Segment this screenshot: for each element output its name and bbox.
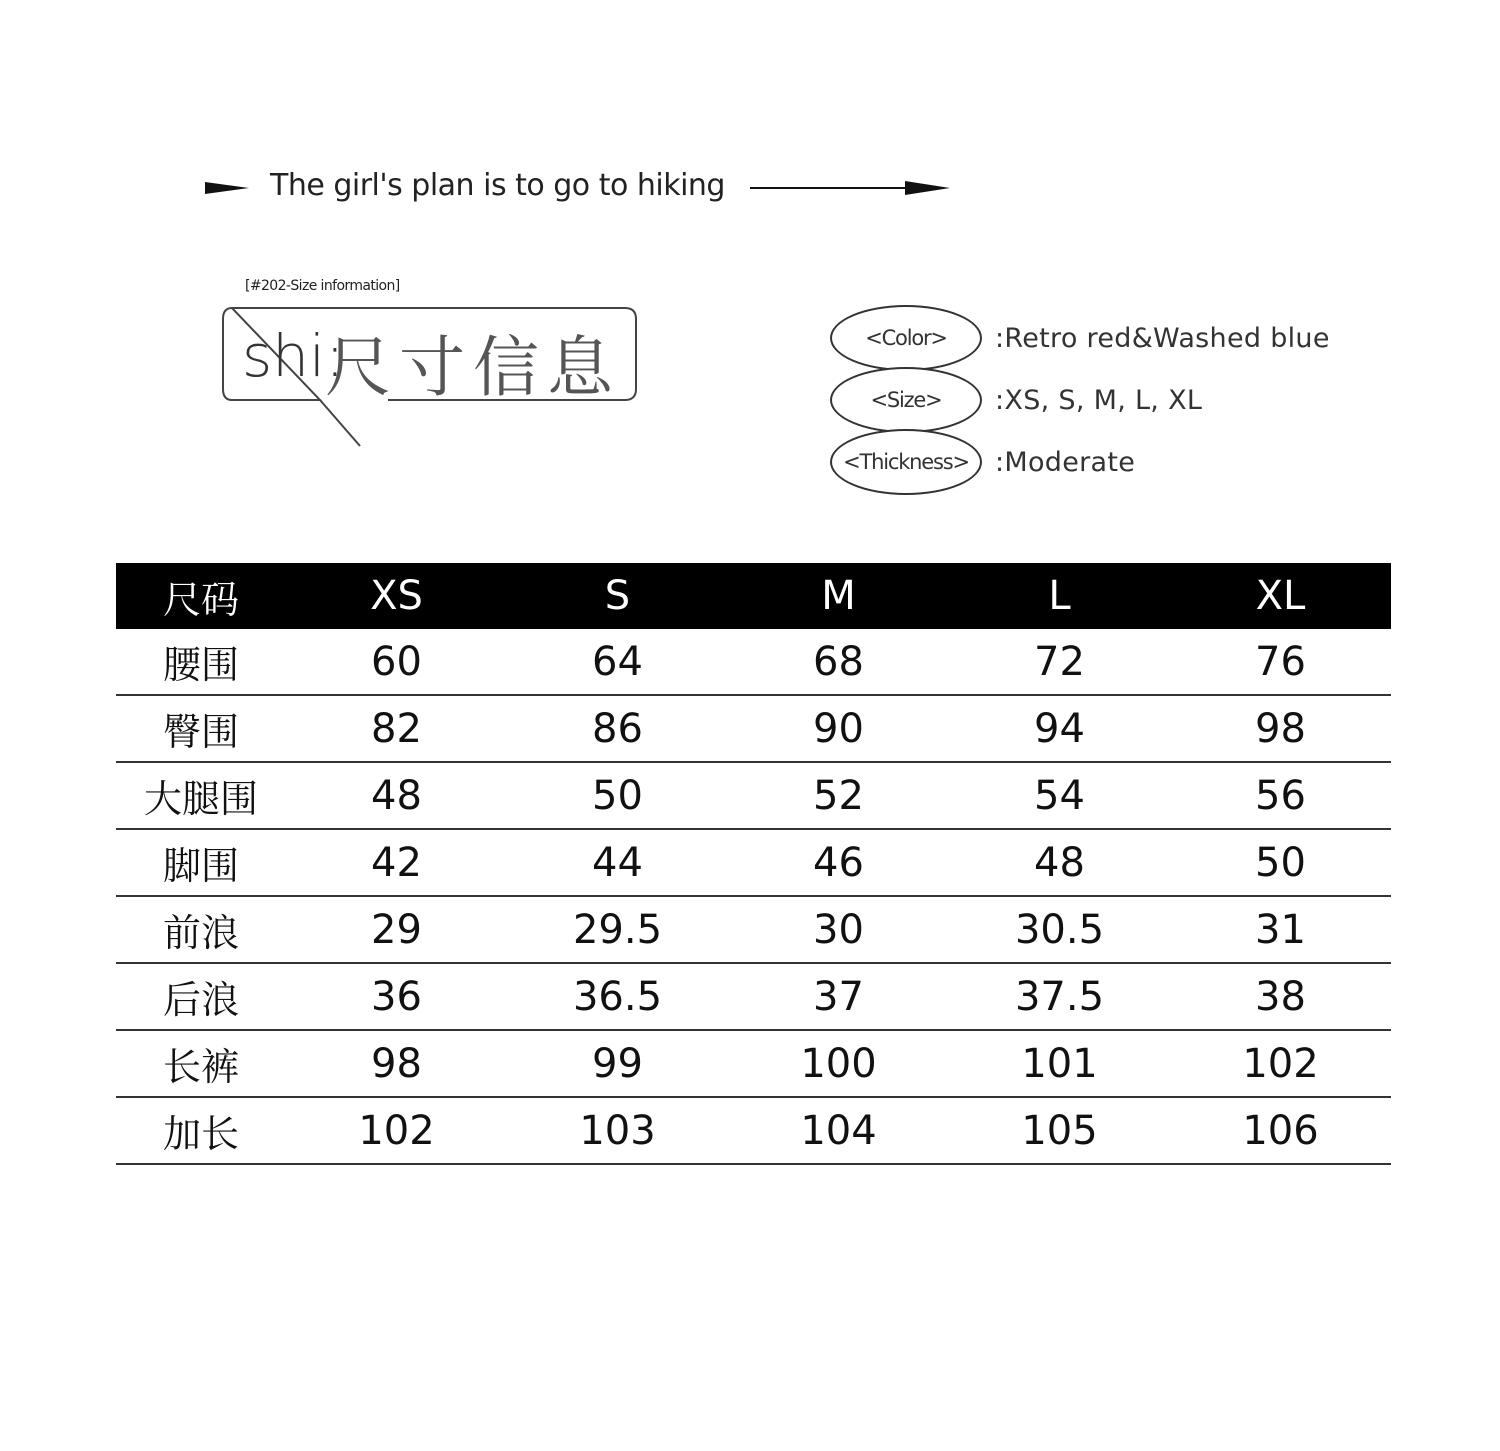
product-specs — [825, 305, 1385, 505]
spec-value: :Retro red&Washed blue — [995, 323, 1330, 354]
table-cell: 29 — [286, 896, 507, 963]
table-cell: 38 — [1170, 963, 1391, 1030]
table-row — [116, 1097, 1391, 1164]
header-cell: XS — [286, 563, 507, 629]
table-cell: 102 — [1170, 1030, 1391, 1097]
table-row — [116, 695, 1391, 762]
table-cell: 30.5 — [949, 896, 1170, 963]
spec-value: :Moderate — [995, 447, 1136, 478]
brand-text: shi: — [242, 322, 345, 390]
header-cell: S — [507, 563, 728, 629]
size-info-bubble — [220, 278, 650, 458]
table-row — [116, 629, 1391, 695]
spec-label-oval: <Thickness> — [830, 429, 982, 495]
row-label: 脚围 — [116, 829, 286, 896]
spec-value: :XS, S, M, L, XL — [995, 385, 1203, 416]
arrow-right-icon — [205, 178, 249, 198]
header-cell: L — [949, 563, 1170, 629]
long-arrow-right-icon — [750, 176, 950, 200]
table-cell: 105 — [949, 1097, 1170, 1164]
table-cell: 76 — [1170, 629, 1391, 695]
table-cell: 54 — [949, 762, 1170, 829]
table-cell: 37.5 — [949, 963, 1170, 1030]
table-cell: 104 — [728, 1097, 949, 1164]
table-cell: 98 — [1170, 695, 1391, 762]
header-cell: 尺码 — [116, 563, 286, 629]
table-cell: 56 — [1170, 762, 1391, 829]
table-cell: 31 — [1170, 896, 1391, 963]
table-cell: 103 — [507, 1097, 728, 1164]
table-row — [116, 896, 1391, 963]
table-row — [116, 963, 1391, 1030]
header-cell: XL — [1170, 563, 1391, 629]
table-cell: 90 — [728, 695, 949, 762]
table-cell: 106 — [1170, 1097, 1391, 1164]
spec-size — [825, 367, 1385, 433]
table-cell: 94 — [949, 695, 1170, 762]
row-label: 前浪 — [116, 896, 286, 963]
table-cell: 29.5 — [507, 896, 728, 963]
table-cell: 48 — [949, 829, 1170, 896]
row-label: 长裤 — [116, 1030, 286, 1097]
row-label: 腰围 — [116, 629, 286, 695]
row-label: 后浪 — [116, 963, 286, 1030]
table-cell: 82 — [286, 695, 507, 762]
table-cell: 102 — [286, 1097, 507, 1164]
spec-label-oval: <Color> — [830, 305, 982, 371]
bubble-title: 尺寸信息 — [325, 329, 621, 406]
row-label: 大腿围 — [116, 762, 286, 829]
tagline — [205, 168, 955, 208]
table-cell: 50 — [1170, 829, 1391, 896]
table-cell: 48 — [286, 762, 507, 829]
table-cell: 72 — [949, 629, 1170, 695]
table-cell: 50 — [507, 762, 728, 829]
table-cell: 68 — [728, 629, 949, 695]
table-cell: 36 — [286, 963, 507, 1030]
table-cell: 44 — [507, 829, 728, 896]
spec-thickness — [825, 429, 1385, 495]
table-cell: 101 — [949, 1030, 1170, 1097]
row-label: 加长 — [116, 1097, 286, 1164]
table-cell: 64 — [507, 629, 728, 695]
size-info-label: [#202-Size information] — [245, 278, 400, 294]
table-header-row — [116, 563, 1391, 629]
tagline-text: The girl's plan is to go to hiking — [270, 168, 725, 203]
table-cell: 37 — [728, 963, 949, 1030]
table-cell: 100 — [728, 1030, 949, 1097]
table-row — [116, 762, 1391, 829]
table-row — [116, 1030, 1391, 1097]
table-cell: 99 — [507, 1030, 728, 1097]
table-cell: 98 — [286, 1030, 507, 1097]
size-chart-table — [116, 563, 1391, 1165]
table-cell: 86 — [507, 695, 728, 762]
spec-label-oval: <Size> — [830, 367, 982, 433]
table-row — [116, 829, 1391, 896]
header-cell: M — [728, 563, 949, 629]
spec-color — [825, 305, 1385, 371]
row-label: 臀围 — [116, 695, 286, 762]
table-cell: 36.5 — [507, 963, 728, 1030]
table-cell: 52 — [728, 762, 949, 829]
table-cell: 46 — [728, 829, 949, 896]
table-cell: 30 — [728, 896, 949, 963]
table-cell: 42 — [286, 829, 507, 896]
table-cell: 60 — [286, 629, 507, 695]
